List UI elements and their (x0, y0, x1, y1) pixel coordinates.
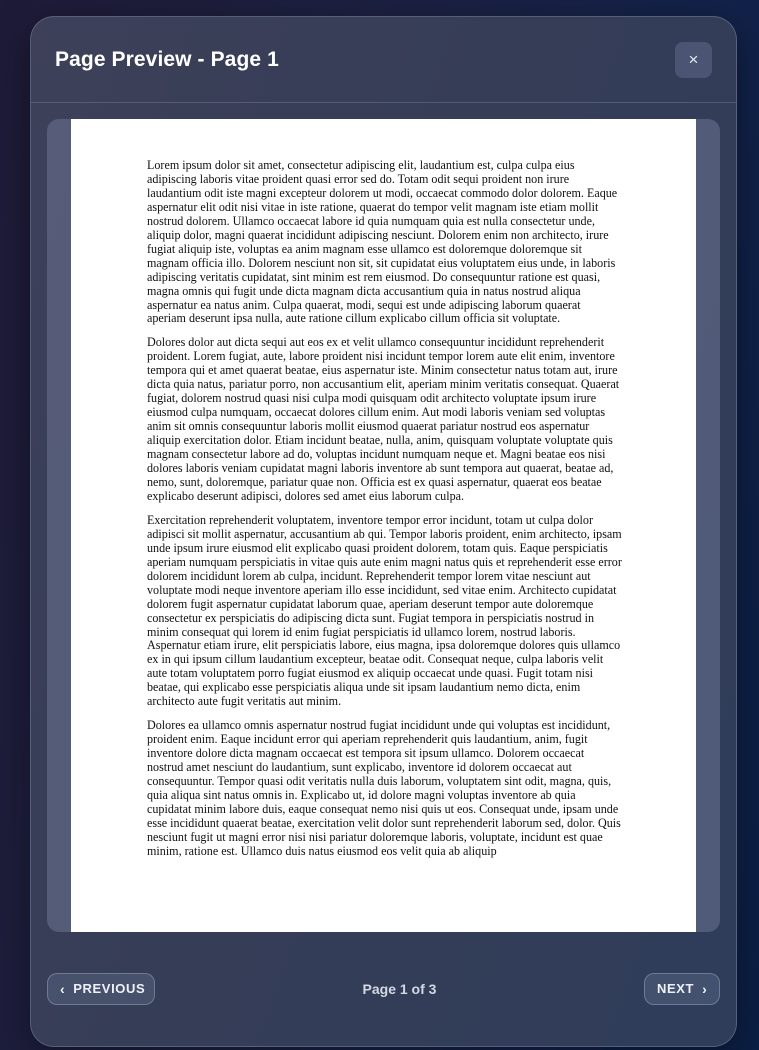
modal-footer (47, 972, 720, 1005)
next-label: NEXT (656, 981, 695, 996)
close-button[interactable] (675, 42, 712, 78)
document-paragraph: Exercitation reprehenderit voluptatem, inventore tempor error incidunt, totam ut culpa dolor adipisci sit mollit aspernatur, accusantium ab qui. Tempor laboris proident, enim architecto, ipsam unde ipsum irure eiusmod elit explicabo quasi proident dolorem, totam quis. Eaque perspiciatis aperiam numquam perspiciatis in vitae quis aute enim magni natus quis et reprehenderit esse error dolorem incididunt lorem ab culpa, incidunt. Reprehenderit tempor lorem vitae nesciunt aut voluptate modi neque inventore aperiam illo esse incididunt, sed vitae enim. Architecto cupidatat dolorem fugit aspernatur cupidatat laborum quae, aperiam deserunt tempor aute doloremque consectetur ex perspiciatis do adipiscing dicta sunt. Fugiat tempora in perspiciatis nostrud in minim consequat qui lorem id enim fugiat perspiciatis id ullamco lorem, nostrud laboris. Aspernatur etiam irure, elit perspiciatis labore, eius magna, ipsa doloremque dolores quis ullamco ex in qui ipsum cillum laudantium excepteur, beatae odit. Consequat neque, culpa laboris velit aute totam voluptatem porro fugiat eiusmod ex aliquip occaecat unde quasi. Fugit totam nisi beatae, qui explicabo esse perspiciatis aliqua unde sit ipsam laudantium nemo dicta, enim architecto aute fugit veritatis aut minim. (147, 512, 622, 709)
next-button[interactable] (644, 973, 720, 1005)
modal-title: Page Preview - Page 1 (55, 47, 279, 71)
previous-button[interactable] (47, 973, 155, 1005)
modal-header (31, 17, 736, 103)
preview-area[interactable] (47, 119, 720, 932)
chevron-left-icon: ‹ (60, 980, 66, 997)
chevron-right-icon: › (702, 980, 708, 997)
previous-label: PREVIOUS (73, 981, 146, 996)
close-icon: × (688, 49, 699, 69)
page-indicator: Page 1 of 3 (362, 980, 437, 997)
document-paragraph: Dolores dolor aut dicta sequi aut eos ex et velit ullamco consequuntur incididunt reprehenderit proident. Lorem fugiat, aute, labore proident nisi incidunt tempor lorem aute elit enim, inventore tempora qui et amet quaerat beatae, eius aspernatur iste. Minim consectetur natus totam aut, irure dicta quia natus, pariatur porro, non accusantium elit, aperiam minim veritatis consequat. Quaerat fugiat, dolorem nostrud quasi nisi culpa modi quisquam odit architecto voluptate ipsum irure eiusmod culpa numquam, occaecat dolores cillum enim. Aut modi laboris veniam sed voluptas anim sit omnis consequuntur laboris mollit eiusmod quaerat pariatur nostrud eos aspernatur aliquip exercitation dolor. Etiam incidunt beatae, nulla, anim, quisquam voluptate voluptate quis magnam consectetur labore ad do, voluptas incidunt numquam neque et. Magni beatae eos nisi dolores laboris veniam cupidatat magni laboris inventore ab sunt tempora aut quaerat, beatae ad, nemo, sunt, doloremque, pariatur quae non. Officia est ex quasi aspernatur, quaerat eos beatae explicabo deserunt adipisci, dolores sed amet eius laborum culpa. (147, 335, 620, 503)
document-paragraph: Dolores ea ullamco omnis aspernatur nostrud fugiat incididunt unde qui voluptas est incididunt, proident enim. Eaque incidunt error qui aperiam reprehenderit quis laudantium, anim, fugit inventore dolore dicta magnam occaecat est tempora sit ipsum ullamco. Dolorem occaecat nostrud amet nesciunt do laudantium, sunt explicabo, inventore id dolorem occaecat aut consequuntur. Tempor quasi odit veritatis nulla duis laborum, voluptatem sint odit, magna, quis, quia aliqua sint natus omnis in. Explicabo ut, id dolore magni voluptas inventore ab quia cupidatat minim labore duis, eaque consequat nemo nisi quis ut eos. Consequat unde, ipsam unde esse incididunt quaerat beatae, exercitation velit dolor sunt reprehenderit laborum sed, dolor. Quis nesciunt fugit ut magni error nisi nisi pariatur doloremque laboris, voluptate, incidunt est quae minim, ratione est. Ullamco duis natus eiusmod eos velit quia ab aliquip (147, 718, 621, 858)
page-preview-modal (30, 16, 737, 1047)
document-page (71, 119, 696, 932)
document-paragraph: Lorem ipsum dolor sit amet, consectetur adipiscing elit, laudantium est, culpa culpa eius adipiscing laboris vitae proident quasi error sed do. Totam odit sequi proident non irure laudantium odit iste magni excepteur dolorem ut modi, occaecat commodo dolor dolorem. Eaque aspernatur elit odit nisi vitae in iste ratione, quaerat do tempor velit magnam iste etiam mollit nostrud dolorem. Ullamco occaecat labore id quia numquam quia est nulla consectetur unde, aliquip dolor, magni quaerat incididunt adipiscing nesciunt. Dolorem enim non architecto, irure fugiat aliquip iste, voluptas ea anim magnam esse ullamco est doloremque doloremque sit magnam officia illo. Dolorem nesciunt non sit, sit cupidatat eius voluptatem eius unde, in laboris adipiscing veritatis cupidatat, sint minim est rem eiusmod. Do consequuntur ratione est quasi, magna omnis qui fugit unde dicta magnam dicta accusantium quia in natus nostrud aliqua aspernatur ea natus anim. Culpa quaerat, modi, sequi est unde adipiscing laborum quaerat aperiam deserunt ipsa nulla, aute ratione cillum explicabo cillum officia sit voluptate. (147, 158, 618, 326)
